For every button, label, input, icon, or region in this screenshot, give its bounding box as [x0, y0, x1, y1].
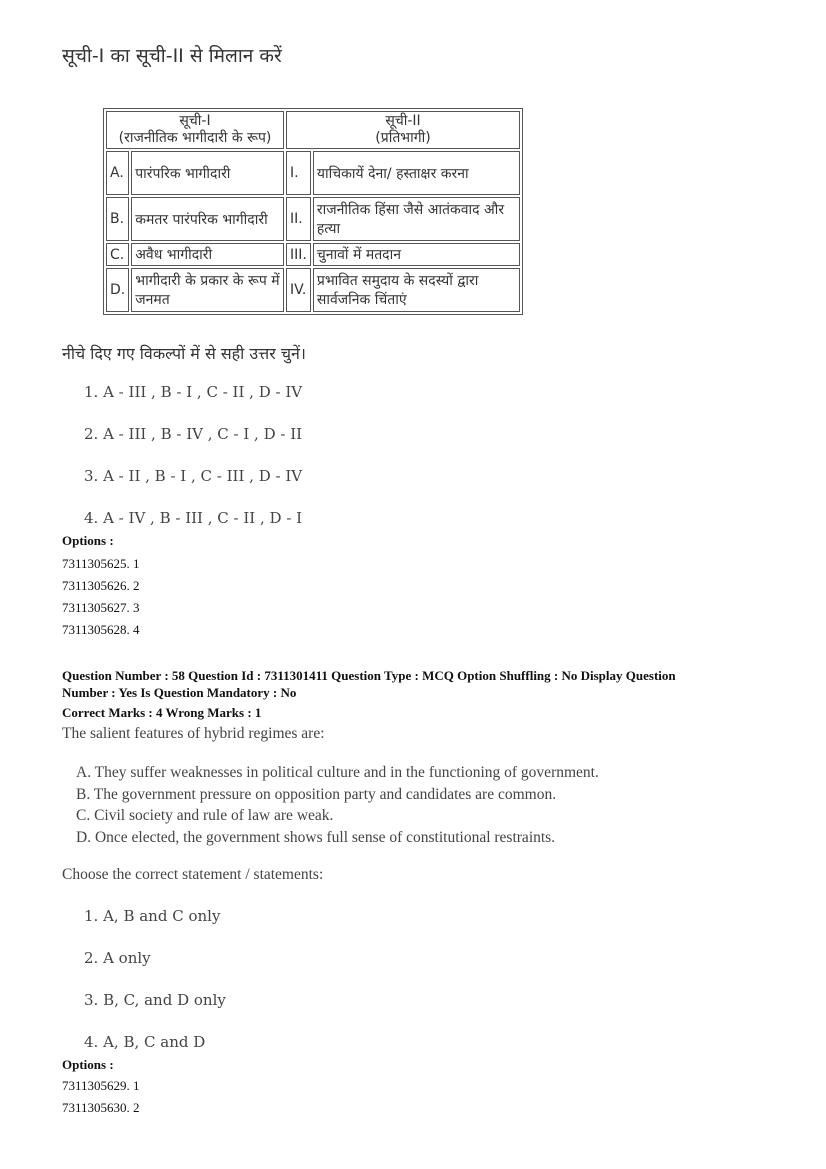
row-label: III. [286, 243, 311, 266]
row-label: A. [106, 151, 129, 195]
q57-choice-3: 3. A - II , B - I , C - III , D - IV [84, 467, 303, 485]
marks-line: Correct Marks : 4 Wrong Marks : 1 [62, 705, 262, 720]
row-left-cell: अवैध भागीदारी [131, 243, 284, 266]
list-1-title: सूची-I [179, 113, 211, 129]
row-label: D. [106, 268, 129, 312]
statement-b: B. The government pressure on opposition party and candidates are common. [76, 785, 557, 803]
table-row [106, 197, 520, 241]
row-label: II. [286, 197, 311, 241]
q58-statements [76, 762, 599, 848]
row-label: C. [106, 243, 129, 266]
q58-option-id-2: 7311305630. 2 [62, 1100, 140, 1115]
statement-a: A. They suffer weaknesses in political culture and in the functioning of government. [76, 764, 599, 781]
row-right-cell: चुनावों में मतदान [313, 243, 520, 266]
match-table [103, 108, 523, 315]
table-row [106, 243, 520, 266]
row-left-cell: पारंपरिक भागीदारी [131, 151, 284, 195]
table-row [106, 151, 520, 195]
list-2-header [286, 111, 520, 149]
q57-option-id-2: 7311305626. 2 [62, 578, 140, 593]
question-57-title: सूची-I का सूची-II से मिलान करें [62, 45, 282, 67]
row-right-cell: प्रभावित समुदाय के सदस्यों द्वारा सार्वजनिक चिंताएं [313, 268, 520, 312]
q57-option-id-3: 7311305627. 3 [62, 600, 140, 615]
q57-choice-2: 2. A - III , B - IV , C - I , D - II [84, 425, 303, 443]
list-1-header [106, 111, 284, 149]
q58-choice-3: 3. B, C, and D only [84, 991, 226, 1009]
q57-options-label: Options : [62, 533, 114, 548]
row-right-cell: राजनीतिक हिंसा जैसे आतंकवाद और हत्या [313, 197, 520, 241]
q57-option-id-4: 7311305628. 4 [62, 622, 140, 637]
q57-choice-4: 4. A - IV , B - III , C - II , D - I [84, 509, 303, 527]
row-label: IV. [286, 268, 311, 312]
list-1-subtitle: (राजनीतिक भागीदारी के रूप) [118, 130, 272, 146]
question-58-meta [62, 667, 782, 721]
q58-choice-4: 4. A, B, C and D [84, 1033, 206, 1051]
list-2-subtitle: (प्रतिभागी) [375, 130, 431, 146]
q58-choice-1: 1. A, B and C only [84, 907, 221, 925]
row-label: B. [106, 197, 129, 241]
question-58-stem: The salient features of hybrid regimes are: [62, 725, 325, 742]
table-row [106, 268, 520, 312]
q57-option-id-1: 7311305625. 1 [62, 556, 140, 571]
statement-c: C. Civil society and rule of law are weak. [76, 807, 334, 824]
row-left-cell: कमतर पारंपरिक भागीदारी [131, 197, 284, 241]
question-58-instruction: Choose the correct statement / statements: [62, 866, 324, 883]
question-57-instruction: नीचे दिए गए विकल्पों में से सही उत्तर चुनें। [62, 344, 306, 363]
meta-line-1: Question Number : 58 Question Id : 7311301411 Question Type : MCQ Option Shuffling : No Display Question [62, 668, 676, 683]
q58-choice-2: 2. A only [84, 949, 151, 967]
list-2-title: सूची-II [385, 113, 421, 129]
q58-options-label: Options : [62, 1057, 114, 1072]
row-label: I. [286, 151, 311, 195]
row-right-cell: याचिकायें देना/ हस्ताक्षर करना [313, 151, 520, 195]
q57-choice-1: 1. A - III , B - I , C - II , D - IV [84, 383, 303, 401]
meta-line-2: Number : Yes Is Question Mandatory : No [62, 685, 297, 700]
q58-option-id-1: 7311305629. 1 [62, 1078, 140, 1093]
row-left-cell: भागीदारी के प्रकार के रूप में जनमत [131, 268, 284, 312]
statement-d: D. Once elected, the government shows full sense of constitutional restraints. [76, 828, 556, 846]
table-header-row [106, 111, 520, 149]
